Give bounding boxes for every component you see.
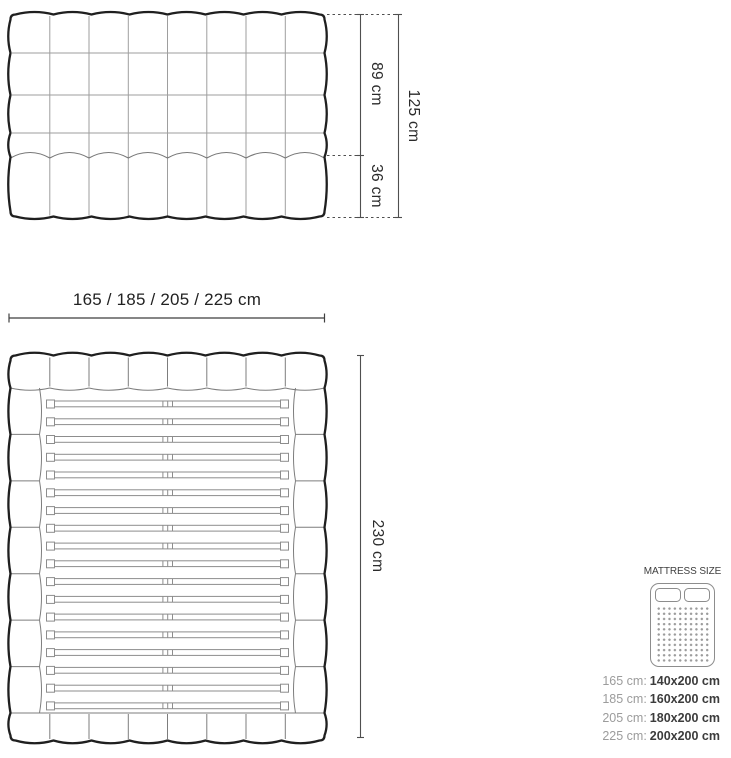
dim-label-widths: 165 / 185 / 205 / 225 cm — [72, 290, 262, 309]
size-row-label: 185 cm: — [602, 692, 647, 707]
length-dimension-line — [357, 356, 364, 738]
front-tuft-grid — [12, 16, 324, 216]
dim-label-89cm: 89 cm — [368, 62, 385, 106]
size-row — [602, 690, 720, 708]
mattress-size-title: MATTRESS SIZE — [643, 566, 722, 577]
slat-group — [47, 400, 289, 710]
front-view-headboard — [8, 12, 327, 219]
size-row-label: 205 cm: — [602, 710, 647, 725]
dim-label-36cm: 36 cm — [368, 164, 385, 208]
dim-label-125cm: 125 cm — [405, 89, 422, 143]
mattress-dot-grid — [656, 606, 709, 662]
size-row — [602, 727, 720, 745]
pillow-icon — [684, 588, 710, 602]
width-dimension-line — [9, 314, 325, 323]
top-view-bed — [8, 353, 326, 744]
pillow-icon — [655, 588, 681, 602]
size-row — [602, 672, 720, 690]
size-row-value: 140x200 cm — [649, 674, 720, 688]
dim-label-230cm: 230 cm — [369, 519, 386, 573]
size-row — [602, 709, 720, 727]
front-dimension-lines — [327, 15, 402, 218]
mattress-icon — [650, 583, 715, 667]
mattress-size-table — [602, 672, 720, 745]
size-row-label: 165 cm: — [602, 674, 647, 688]
size-row-value: 160x200 cm — [649, 692, 720, 707]
size-row-label: 225 cm: — [602, 728, 647, 743]
size-row-value: 180x200 cm — [649, 710, 720, 725]
size-row-value: 200x200 cm — [649, 728, 720, 743]
